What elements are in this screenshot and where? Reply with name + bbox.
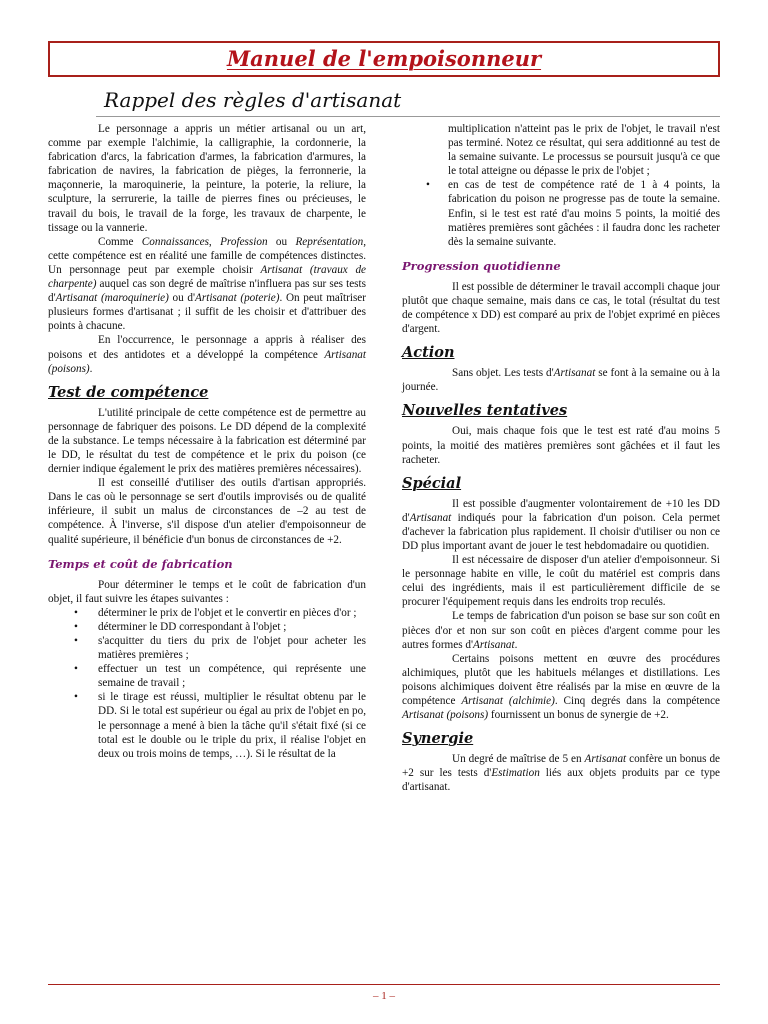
left-column bbox=[48, 122, 366, 761]
synergie-paragraph: Un degré de maîtrise de 5 en Artisanat confère un bonus de +2 sur les tests d'Estimation liés aux objets produits par ce type d'artisanat. bbox=[402, 753, 721, 794]
list-item: • s'acquitter du tiers du prix de l'objet pour acheter les matières premières ; bbox=[74, 635, 366, 662]
heading-progression: Progression quotidienne bbox=[402, 258, 561, 273]
footer-rule bbox=[48, 984, 720, 985]
heading-nouvelles-tentatives: Nouvelles tentatives bbox=[402, 402, 568, 420]
list-item: • déterminer le prix de l'objet et le convertir en pièces d'or ; bbox=[74, 606, 357, 619]
special-paragraph-4: Certains poisons mettent en œuvre des procédures alchimiques, plutôt que les habituels mélanges et distillations. Les poisons alchimiques doivent être réalisés par la mise en œuvre de la compétence Artisanat (alchimie). Cinq degrés dans la compétence Artisanat (poisons) fournissent un bonus de synergie de +2. bbox=[402, 652, 720, 722]
intro-paragraph-3: En l'occurrence, le personnage a appris à réaliser des poisons et des antidotes et a développé la compétence Artisanat (poisons). bbox=[48, 334, 366, 375]
heading-action: Action bbox=[402, 344, 455, 362]
subtitle-rule bbox=[96, 116, 720, 117]
continued-list bbox=[402, 122, 720, 249]
list-item-continued: multiplication n'atteint pas le prix de l'objet, le travail n'est pas terminé. Notez ce résultat, qui sera additionné au test de la semaine suivante. Le processus se poursuit jusqu'à ce que le total atteigne ou dépasse le prix de l'objet ; bbox=[448, 123, 720, 178]
page-number: – 1 – bbox=[373, 990, 395, 1002]
progression-paragraph: Il est possible de déterminer le travail accompli chaque jour plutôt que chaque semaine, mais dans ce cas, le total (résultat du test de compétence x DD) est comparé au prix de l'objet exprimé en pièces d'argent. bbox=[402, 280, 720, 336]
list-item: • en cas de test de compétence raté de 1 à 4 points, la fabrication du poison ne progresse pas de toute la semaine. Enfin, si le test est raté d'au moins 5 points, la moitié des matières premières sont gâchées : il faudra donc les racheter dès la semaine suivante. bbox=[426, 179, 720, 248]
temps-paragraph: Pour déterminer le temps et le coût de fabrication d'un objet, il faut suivre les étapes suivantes : bbox=[48, 578, 366, 605]
action-paragraph: Sans objet. Les tests d'Artisanat se font à la semaine ou à la journée. bbox=[402, 367, 720, 394]
intro-paragraph-1: Le personnage a appris un métier artisanal ou un art, comme par exemple l'alchimie, la calligraphie, la cordonnerie, la fabrication d'arcs, la fabrication d'armes, la fabrication d'armures, la fabrication de navires, la fabrication de pièges, la ferronnerie, la maçonnerie, la maroquinerie, la peinture, la poterie, la reliure, la sculpture, la serrurerie, la taille de pierres fines ou précieuses, le travail du bois, le travail de la forge, les travaux de charpente, le tissage ou la vannerie. bbox=[48, 123, 366, 234]
heading-synergie: Synergie bbox=[402, 730, 474, 748]
page-title: Manuel de l'empoisonneur bbox=[226, 46, 542, 71]
list-item: • si le tirage est réussi, multiplier le résultat obtenu par le DD. Si le total est supérieur ou égal au prix de l'objet en po, le personnage a mené à bien la tâche qu'il s'était fixé (si ce total est le double ou le triple du prix, il réalise l'objet en deux ou trois moins de temps, …). Si le résultat de la bbox=[74, 691, 366, 760]
test-paragraph-1: L'utilité principale de cette compétence est de permettre au personnage de fabriquer des poisons. Le DD dépend de la complexité de la substance. Le temps nécessaire à la fabrication est déterminé par le DD, le résultat du test de compétence et le prix du poison (ce dernier indique également le prix des matières premières nécessaires). bbox=[48, 406, 366, 476]
intro-paragraph-2: Comme Connaissances, Profession ou Représentation, cette compétence est en réalité une famille de compétences distinctes. Un personnage peut par exemple choisir Artisanat (travaux de charpente) auquel cas son degré de maîtrise n'influera pas sur ses tests d'Artisanat (maroquinerie) ou d'Artisanat (poterie). On peut maîtriser plusieurs formes d'artisanat ; il suffit de les choisir et d'attribuer des points à chacune. bbox=[48, 235, 366, 333]
test-paragraph-2: Il est conseillé d'utiliser des outils d'artisan appropriés. Dans le cas où le personnage se sert d'outils improvisés ou de qualité inférieure, il subit un malus de circonstances de –2 au test de compétence. À l'inverse, s'il dispose d'un atelier d'empoisonneur de qualité supérieure, il bénéficie d'un bonus de circonstances de +2. bbox=[48, 477, 366, 546]
heading-test-competence: Test de compétence bbox=[48, 383, 209, 401]
special-paragraph-2: Il est nécessaire de disposer d'un atelier d'empoisonneur. Si le personnage habite en ville, le coût du matériel est compris dans celui des ingrédients, mais il est particulièrement difficile de se procurer l'équipement requis dans les endroits trop reculés. bbox=[402, 554, 720, 609]
list-item: • effectuer un test un compétence, qui représente une semaine de travail ; bbox=[74, 663, 366, 690]
nouvelles-paragraph: Oui, mais chaque fois que le test est raté d'au moins 5 points, la moitié des matières premières sont gâchées et il faut les racheter. bbox=[402, 425, 720, 466]
right-column bbox=[402, 122, 720, 794]
special-paragraph-3: Le temps de fabrication d'un poison se base sur son coût en pièces d'or et non sur son coût en pièces d'argent comme pour les autres formes d'Artisanat. bbox=[402, 610, 720, 651]
heading-special: Spécial bbox=[402, 474, 462, 492]
section-title: Rappel des règles d'artisanat bbox=[104, 88, 402, 112]
list-item: • déterminer le DD correspondant à l'objet ; bbox=[74, 620, 287, 633]
title-box bbox=[48, 41, 720, 77]
steps-list bbox=[48, 606, 366, 761]
heading-temps-cout: Temps et coût de fabrication bbox=[48, 556, 233, 571]
special-paragraph-1: Il est possible d'augmenter volontairement de +10 les DD d'Artisanat indiqués pour la fabrication d'un poison. Cela permet d'achever la fabrication plus rapidement. Il choisir d'utiliser ou non ce DD plus important avant de jouer le test hebdomadaire ou quotidien. bbox=[402, 497, 720, 552]
